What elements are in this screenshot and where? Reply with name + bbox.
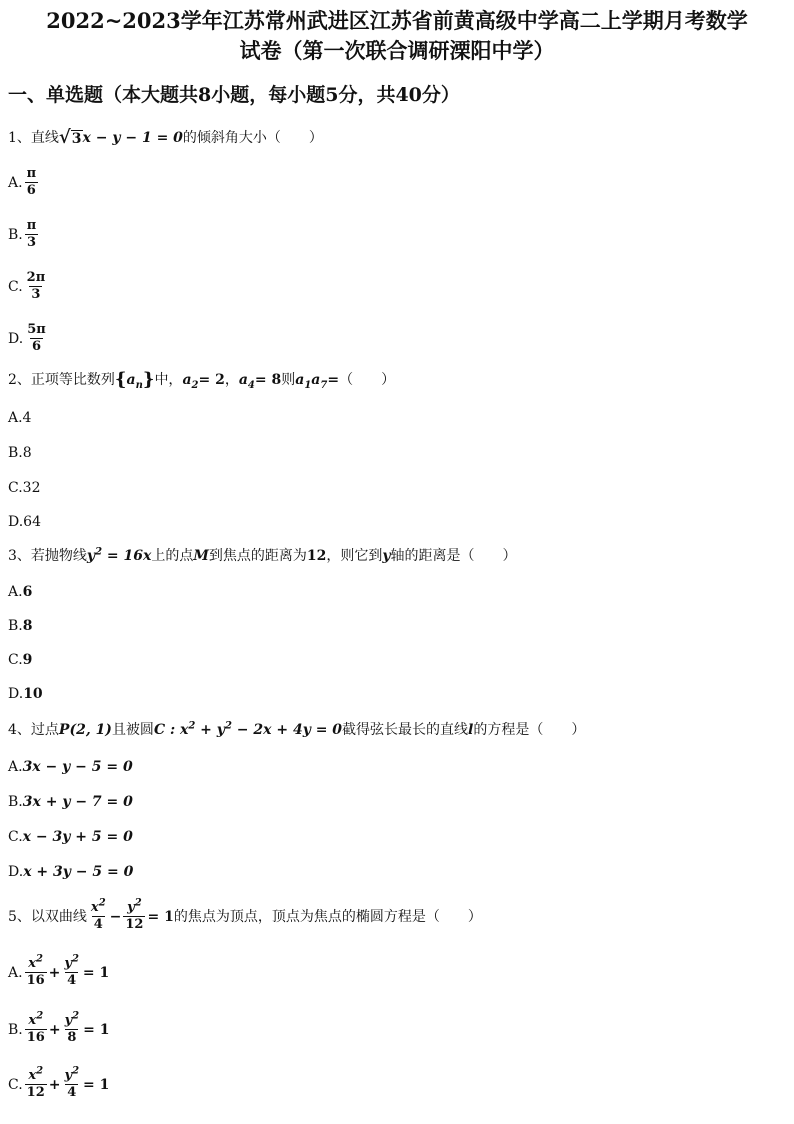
- point-m: M: [193, 548, 209, 564]
- question-3-prefix: 3、若抛物线: [8, 548, 87, 564]
- text: 中，: [154, 372, 183, 388]
- plus-sign: +: [48, 964, 61, 981]
- numerator: π: [26, 218, 37, 233]
- question-1: [8, 128, 323, 148]
- fraction: [25, 270, 48, 303]
- point-p: P(2, 1): [58, 722, 112, 738]
- fraction-y2-over-12: $\frac{y^2}{12}$: [125, 897, 144, 932]
- sqrt-argument: 3: [71, 131, 82, 147]
- q1-option-c[interactable]: [8, 270, 49, 303]
- equals-one: = 1: [82, 964, 110, 981]
- plus-sign: +: [48, 1021, 61, 1038]
- option-value: 6: [22, 584, 33, 600]
- numerator: 2π: [26, 270, 46, 285]
- q4-option-d[interactable]: [8, 862, 133, 882]
- left-brace: {: [114, 369, 127, 390]
- denominator: 3: [31, 287, 41, 302]
- option-label: D.: [8, 330, 24, 347]
- text: 且被圆: [111, 722, 154, 738]
- fraction: [25, 218, 39, 251]
- page-title-line-1: 2022~2023学年江苏常州武进区江苏省前黄高级中学高二上学期月考数学: [46, 8, 748, 33]
- question-2-prefix: 2、正项等比数列: [8, 372, 115, 388]
- equals-one: = 1: [147, 908, 174, 925]
- option-label: B.: [8, 794, 23, 810]
- q2-option-a[interactable]: A.4: [8, 410, 32, 426]
- question-2: [8, 370, 395, 390]
- q3-option-b[interactable]: [8, 616, 33, 636]
- question-2-suffix: （ ）: [339, 372, 396, 388]
- page-title-line-2: 试卷（第一次联合调研溧阳中学）: [239, 38, 555, 63]
- denominator: 6: [31, 339, 41, 354]
- a2-value: = 2: [198, 372, 225, 388]
- fraction: $\frac{y^2}{4}$: [64, 1065, 80, 1100]
- fraction: [25, 166, 39, 199]
- text: 上的点: [151, 548, 194, 564]
- q1-option-b[interactable]: [8, 218, 40, 251]
- option-value: 3x − y − 5 = 0: [22, 759, 133, 775]
- text: 则: [281, 372, 296, 388]
- numerator: 5π: [27, 322, 46, 337]
- equals-one: = 1: [83, 1021, 110, 1038]
- option-label: C.: [8, 1076, 23, 1093]
- q4-option-b[interactable]: [8, 792, 133, 812]
- question-3-suffix: 轴的距离是（ ）: [390, 548, 517, 564]
- fraction: $\frac{y^2}{8}$: [64, 1010, 80, 1045]
- question-5-prefix: 5、以双曲线: [8, 908, 87, 925]
- option-label: B.: [8, 618, 23, 634]
- q5-option-c[interactable]: [8, 1065, 110, 1101]
- option-value: x + 3y − 5 = 0: [23, 864, 134, 880]
- question-4: [8, 720, 585, 740]
- sqrt-expression: [59, 129, 83, 147]
- q2-option-c[interactable]: C.32: [8, 480, 41, 496]
- option-value: 9: [22, 652, 33, 668]
- equals-one: = 1: [83, 1076, 110, 1093]
- option-value: 8: [22, 618, 33, 634]
- sequence-term: $a_n$: [126, 372, 143, 391]
- question-5-suffix: 的焦点为顶点，顶点为焦点的椭圆方程是（ ）: [173, 908, 482, 925]
- option-label: C.: [8, 652, 23, 668]
- denominator: 3: [26, 235, 37, 250]
- minus-sign: −: [109, 908, 122, 925]
- a4-term: $a_4$: [238, 372, 255, 391]
- option-label: B.: [8, 226, 23, 243]
- line-l-symbol: l: [468, 722, 474, 738]
- right-brace: }: [142, 369, 155, 390]
- line-equation: x − y − 1 = 0: [82, 130, 183, 146]
- question-4-suffix: 的方程是（ ）: [473, 722, 586, 738]
- question-1-prefix: 1、直线: [8, 130, 59, 146]
- circle-equation: C : $x^2 + y^2 - 2x + 4y = 0$: [153, 720, 343, 738]
- plus-sign: +: [48, 1076, 61, 1093]
- q3-option-c[interactable]: [8, 650, 32, 670]
- fraction: $\frac{x^2}{16}$: [26, 1010, 45, 1045]
- question-3: [8, 546, 516, 566]
- q3-option-d[interactable]: [8, 684, 43, 704]
- option-label: D.: [8, 686, 24, 702]
- option-label: A.: [8, 174, 23, 191]
- option-value: 3x + y − 7 = 0: [22, 794, 133, 810]
- option-label: A.: [8, 759, 23, 775]
- y-axis-symbol: y: [382, 548, 391, 564]
- fraction: $\frac{y^2}{4}$: [64, 953, 79, 988]
- section-heading: 一、单选题（本大题共8小题，每小题5分，共40分）: [8, 84, 460, 106]
- equals-sign: =: [327, 372, 340, 388]
- q3-option-a[interactable]: [8, 582, 32, 602]
- q2-option-b[interactable]: B.8: [8, 445, 32, 461]
- q4-option-a[interactable]: [8, 757, 133, 777]
- numerator: π: [26, 166, 37, 181]
- q1-option-d[interactable]: [8, 322, 50, 355]
- fraction-x2-over-4: $\frac{x^2}{4}$: [90, 897, 106, 932]
- option-label: A.: [8, 964, 23, 981]
- option-value: x − 3y + 5 = 0: [22, 829, 133, 845]
- text: 截得弦长最长的直线: [342, 722, 469, 738]
- option-label: A.: [8, 584, 23, 600]
- fraction: $\frac{x^2}{16}$: [26, 953, 45, 988]
- a7-term: $a_7$: [311, 372, 328, 391]
- distance-value: 12: [306, 548, 327, 564]
- option-label: C.: [8, 829, 23, 845]
- question-5: [8, 897, 482, 933]
- q1-option-a[interactable]: [8, 166, 40, 199]
- fraction: [25, 322, 48, 355]
- a1-term: $a_1$: [295, 372, 312, 391]
- denominator: 6: [26, 183, 36, 198]
- option-value: 10: [23, 686, 43, 702]
- radical-sign: √: [58, 127, 71, 148]
- text: 到焦点的距离为: [208, 548, 307, 564]
- q4-option-c[interactable]: [8, 827, 133, 847]
- fraction: $\frac{x^2}{12}$: [26, 1065, 45, 1100]
- question-1-suffix: 的倾斜角大小（ ）: [182, 130, 323, 146]
- q2-option-d[interactable]: D.64: [8, 514, 41, 530]
- a2-term: $a_2$: [182, 372, 199, 391]
- option-label: D.: [8, 864, 24, 880]
- question-4-prefix: 4、过点: [8, 722, 59, 738]
- text: ，: [224, 372, 239, 388]
- text: ，则它到: [326, 548, 383, 564]
- q5-option-b[interactable]: [8, 1010, 110, 1046]
- a4-value: = 8: [254, 372, 282, 388]
- option-label: C.: [8, 278, 23, 295]
- option-label: B.: [8, 1021, 23, 1038]
- parabola-equation: $y^2 = 16x$: [86, 546, 152, 564]
- q5-option-a[interactable]: [8, 953, 110, 989]
